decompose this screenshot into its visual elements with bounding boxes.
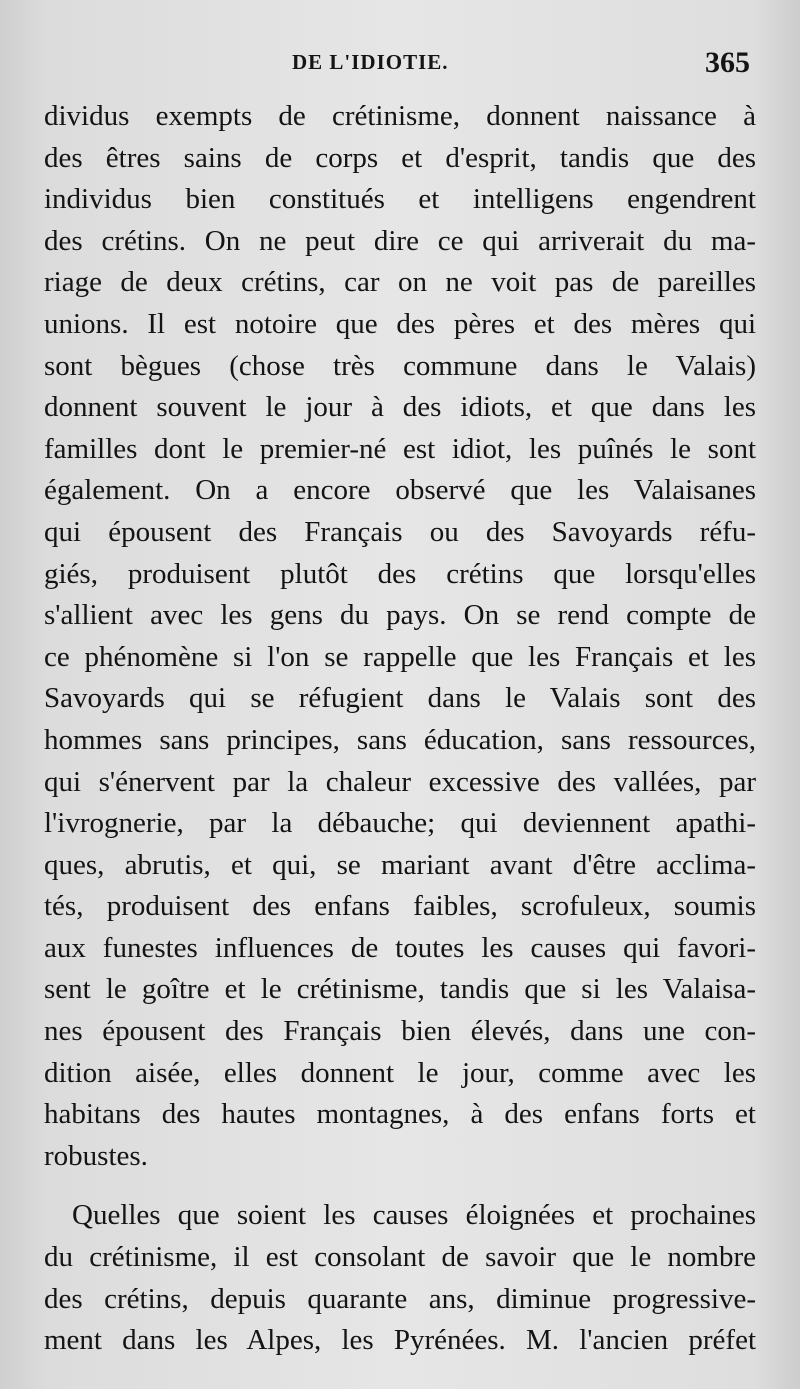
text-line: giés, produisent plutôt des crétins que lorsqu'elles: [44, 557, 756, 590]
running-title: DE L'IDIOTIE.: [292, 50, 449, 74]
text-line: sont bègues (chose très commune dans le Valais): [44, 349, 756, 382]
paragraph-gap: [44, 1177, 756, 1195]
text-line: tés, produisent des enfans faibles, scrofuleux, soumis: [44, 890, 756, 923]
text-line: également. On a encore observé que les Valaisanes: [44, 474, 756, 507]
text-line: donnent souvent le jour à des idiots, et que dans les: [44, 391, 756, 424]
text-line: dition aisée, elles donnent le jour, comme avec les: [44, 1056, 756, 1089]
text-line: hommes sans principes, sans éducation, sans ressources,: [44, 723, 756, 756]
text-line: Savoyards qui se réfugient dans le Valais sont des: [44, 682, 756, 715]
text-line: nes épousent des Français bien élevés, dans une con-: [44, 1015, 756, 1048]
text-line: Quelles que soient les causes éloignées et prochaines: [72, 1199, 756, 1232]
text-line: habitans des hautes montagnes, à des enfans forts et: [44, 1098, 756, 1131]
text-line: ment dans les Alpes, les Pyrénées. M. l'ancien préfet: [44, 1324, 756, 1357]
text-line: ques, abrutis, et qui, se mariant avant d'être acclima-: [44, 848, 756, 881]
page-header: [0, 46, 800, 86]
text-line: des êtres sains de corps et d'esprit, tandis que des: [44, 141, 756, 174]
text-line: des crétins, depuis quarante ans, diminue progressive-: [44, 1282, 756, 1315]
text-line: du crétinisme, il est consolant de savoir que le nombre: [44, 1241, 756, 1274]
paragraph-1: [44, 96, 756, 1177]
text-line: l'ivrognerie, par la débauche; qui deviennent apathi-: [44, 807, 756, 840]
text-line: qui épousent des Français ou des Savoyards réfu-: [44, 515, 756, 548]
text-line: robustes.: [44, 1139, 148, 1172]
text-line: ce phénomène si l'on se rappelle que les Français et les: [44, 640, 756, 673]
text-line: qui s'énervent par la chaleur excessive des vallées, par: [44, 765, 756, 798]
body-text: [44, 96, 756, 1362]
text-line: dividus exempts de crétinisme, donnent naissance à: [44, 100, 756, 132]
text-line: des crétins. On ne peut dire ce qui arriverait du ma-: [44, 224, 756, 257]
page-number: 365: [705, 46, 750, 79]
text-line: riage de deux crétins, car on ne voit pas de pareilles: [44, 266, 756, 299]
text-line: individus bien constitués et intelligens engendrent: [44, 183, 756, 216]
text-line: s'allient avec les gens du pays. On se rend compte de: [44, 599, 756, 632]
text-line: familles dont le premier-né est idiot, les puînés le sont: [44, 432, 756, 465]
paragraph-2: [44, 1195, 756, 1361]
text-line: sent le goître et le crétinisme, tandis que si les Valaisa-: [44, 973, 756, 1006]
text-line: unions. Il est notoire que des pères et des mères qui: [44, 307, 756, 340]
text-line: aux funestes influences de toutes les causes qui favori-: [44, 931, 756, 964]
